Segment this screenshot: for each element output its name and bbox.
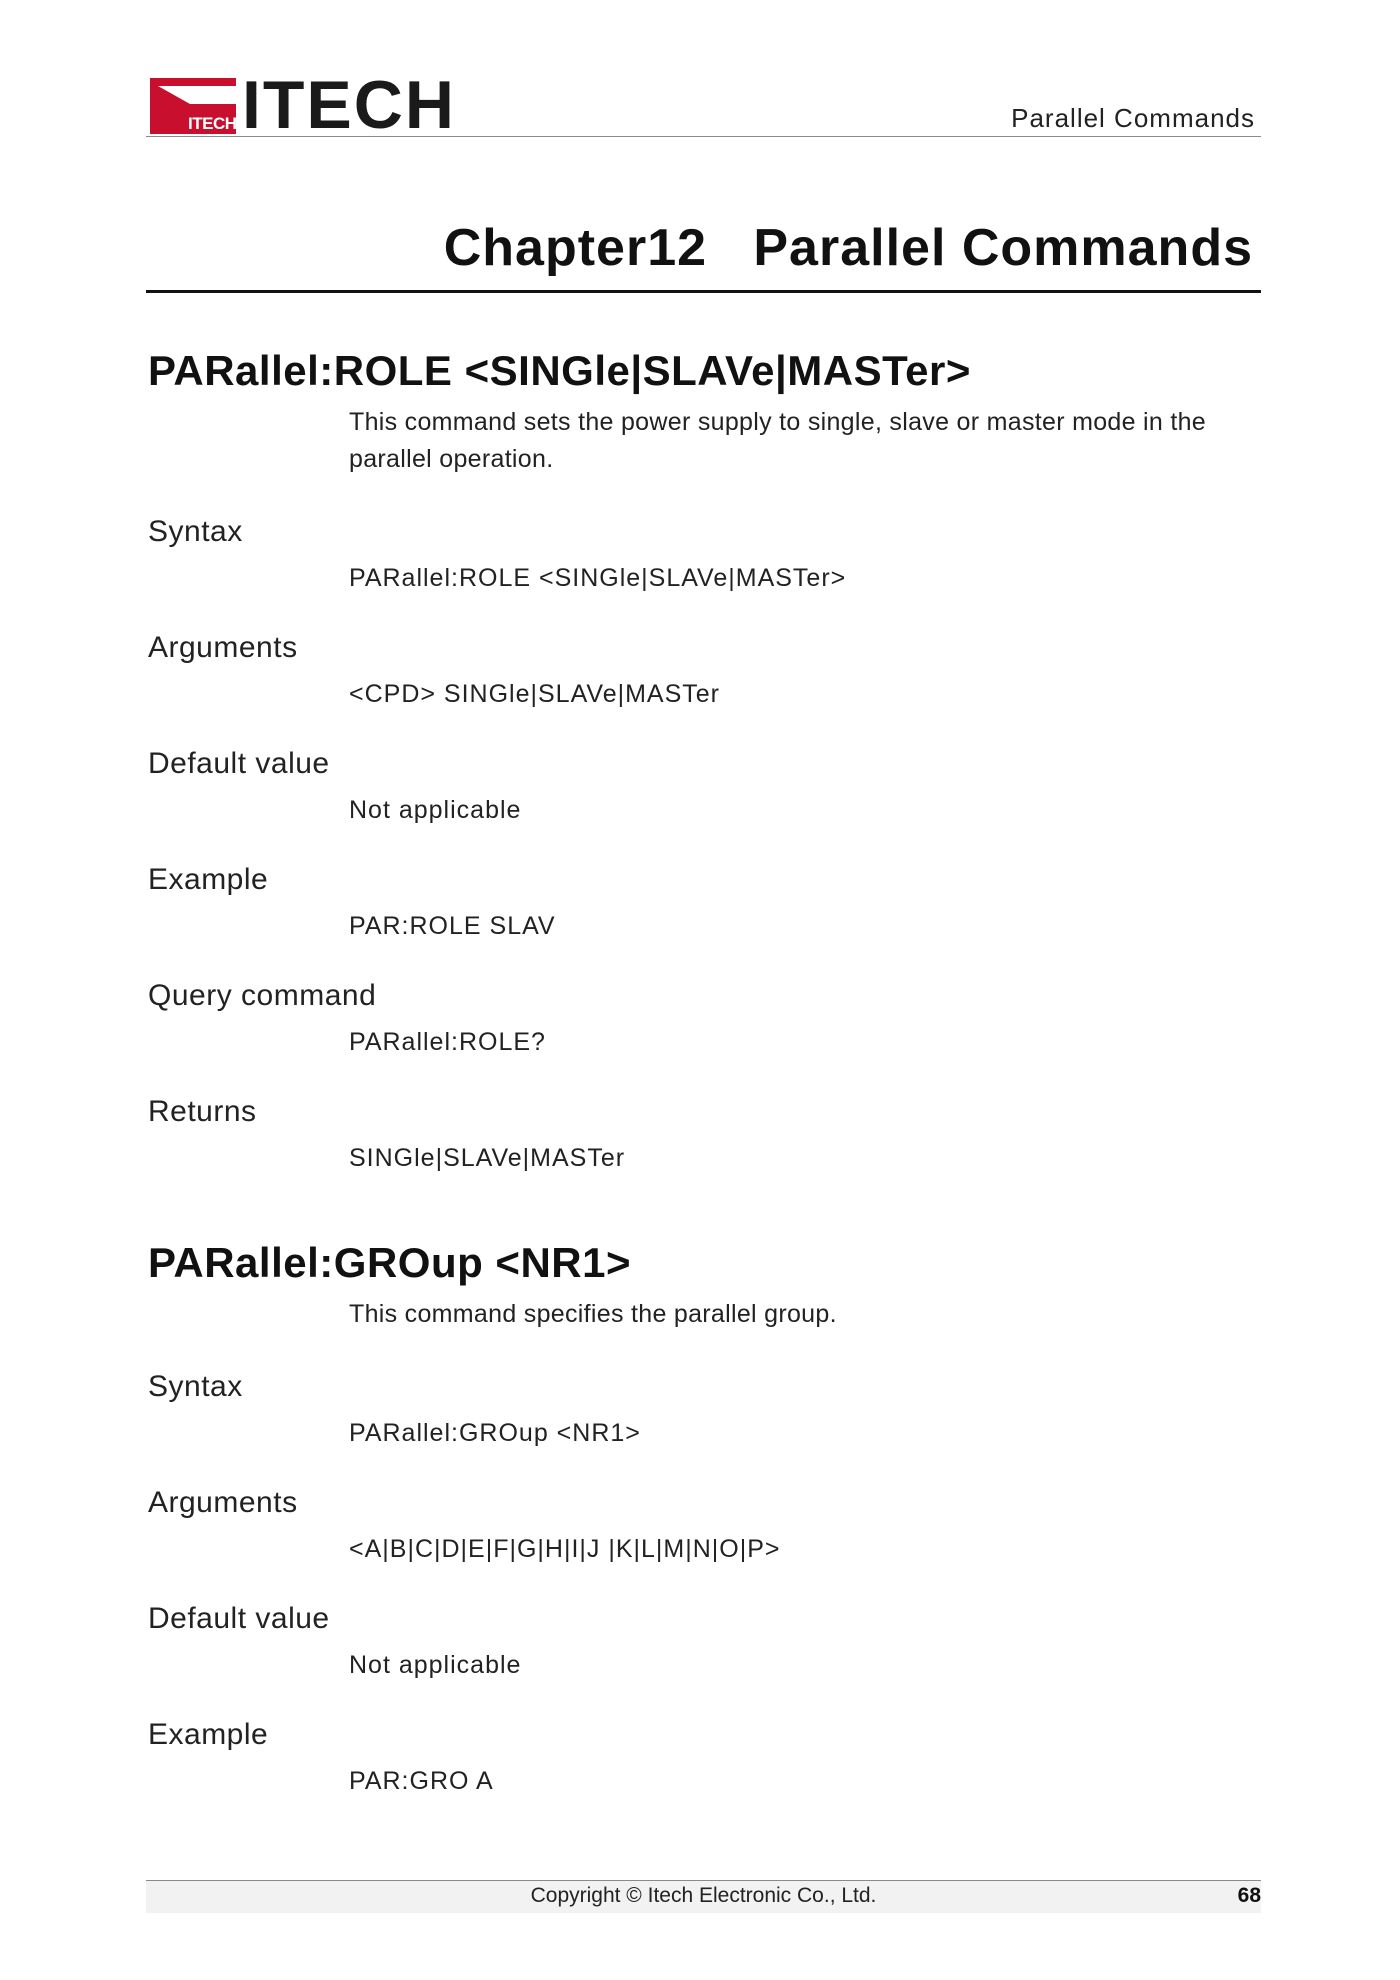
arguments-value: <A|B|C|D|E|F|G|H|I|J |K|L|M|N|O|P> bbox=[349, 1535, 781, 1563]
command-section-role bbox=[148, 338, 1258, 1186]
logo-mark bbox=[150, 78, 236, 134]
page-number: 68 bbox=[1237, 1884, 1261, 1907]
page-header bbox=[146, 67, 1261, 143]
command-heading: PARallel:GROup <NR1> bbox=[148, 1239, 631, 1286]
arguments-label: Arguments bbox=[148, 1486, 298, 1519]
example-label: Example bbox=[148, 863, 269, 896]
example-block bbox=[148, 838, 1258, 954]
query-command-label: Query command bbox=[148, 979, 377, 1012]
arguments-value: <CPD> SINGle|SLAVe|MASTer bbox=[349, 680, 720, 708]
syntax-block bbox=[148, 478, 1258, 606]
logo-mark-text: ITECH bbox=[188, 114, 236, 133]
arguments-block bbox=[148, 1461, 1258, 1577]
default-value-label: Default value bbox=[148, 747, 330, 780]
default-value: Not applicable bbox=[349, 796, 522, 824]
example-block bbox=[148, 1693, 1258, 1809]
command-section-group bbox=[148, 1186, 1258, 1809]
logo-wordmark: ITECH bbox=[242, 67, 456, 143]
returns-value: SINGle|SLAVe|MASTer bbox=[349, 1144, 626, 1172]
default-value: Not applicable bbox=[349, 1651, 522, 1679]
arguments-label: Arguments bbox=[148, 631, 298, 664]
copyright-notice: Copyright © Itech Electronic Co., Ltd. bbox=[530, 1884, 877, 1907]
command-description: This command specifies the parallel group. bbox=[349, 1300, 837, 1328]
returns-block bbox=[148, 1070, 1258, 1186]
running-title: Parallel Commands bbox=[1011, 103, 1255, 133]
default-value-label: Default value bbox=[148, 1602, 330, 1635]
syntax-label: Syntax bbox=[148, 1370, 243, 1403]
example-label: Example bbox=[148, 1718, 269, 1751]
page-content bbox=[148, 338, 1258, 1809]
arguments-block bbox=[148, 606, 1258, 722]
returns-label: Returns bbox=[148, 1095, 257, 1128]
itech-logo bbox=[150, 67, 456, 143]
default-value-block bbox=[148, 1577, 1258, 1693]
query-command-value: PARallel:ROLE? bbox=[349, 1028, 546, 1056]
query-command-block bbox=[148, 954, 1258, 1070]
default-value-block bbox=[148, 722, 1258, 838]
syntax-block bbox=[148, 1333, 1258, 1461]
page-footer bbox=[146, 1880, 1261, 1913]
command-description: This command sets the power supply to single, slave or master mode in the parallel operation. bbox=[349, 408, 1207, 473]
syntax-label: Syntax bbox=[148, 515, 243, 548]
syntax-value: PARallel:ROLE <SINGle|SLAVe|MASTer> bbox=[349, 564, 847, 592]
command-heading: PARallel:ROLE <SINGle|SLAVe|MASTer> bbox=[148, 347, 971, 394]
syntax-value: PARallel:GROup <NR1> bbox=[349, 1419, 641, 1447]
example-value: PAR:GRO A bbox=[349, 1767, 494, 1795]
chapter-heading bbox=[146, 212, 1261, 293]
chapter-title: Chapter12 Parallel Commands bbox=[443, 219, 1253, 277]
example-value: PAR:ROLE SLAV bbox=[349, 912, 556, 940]
